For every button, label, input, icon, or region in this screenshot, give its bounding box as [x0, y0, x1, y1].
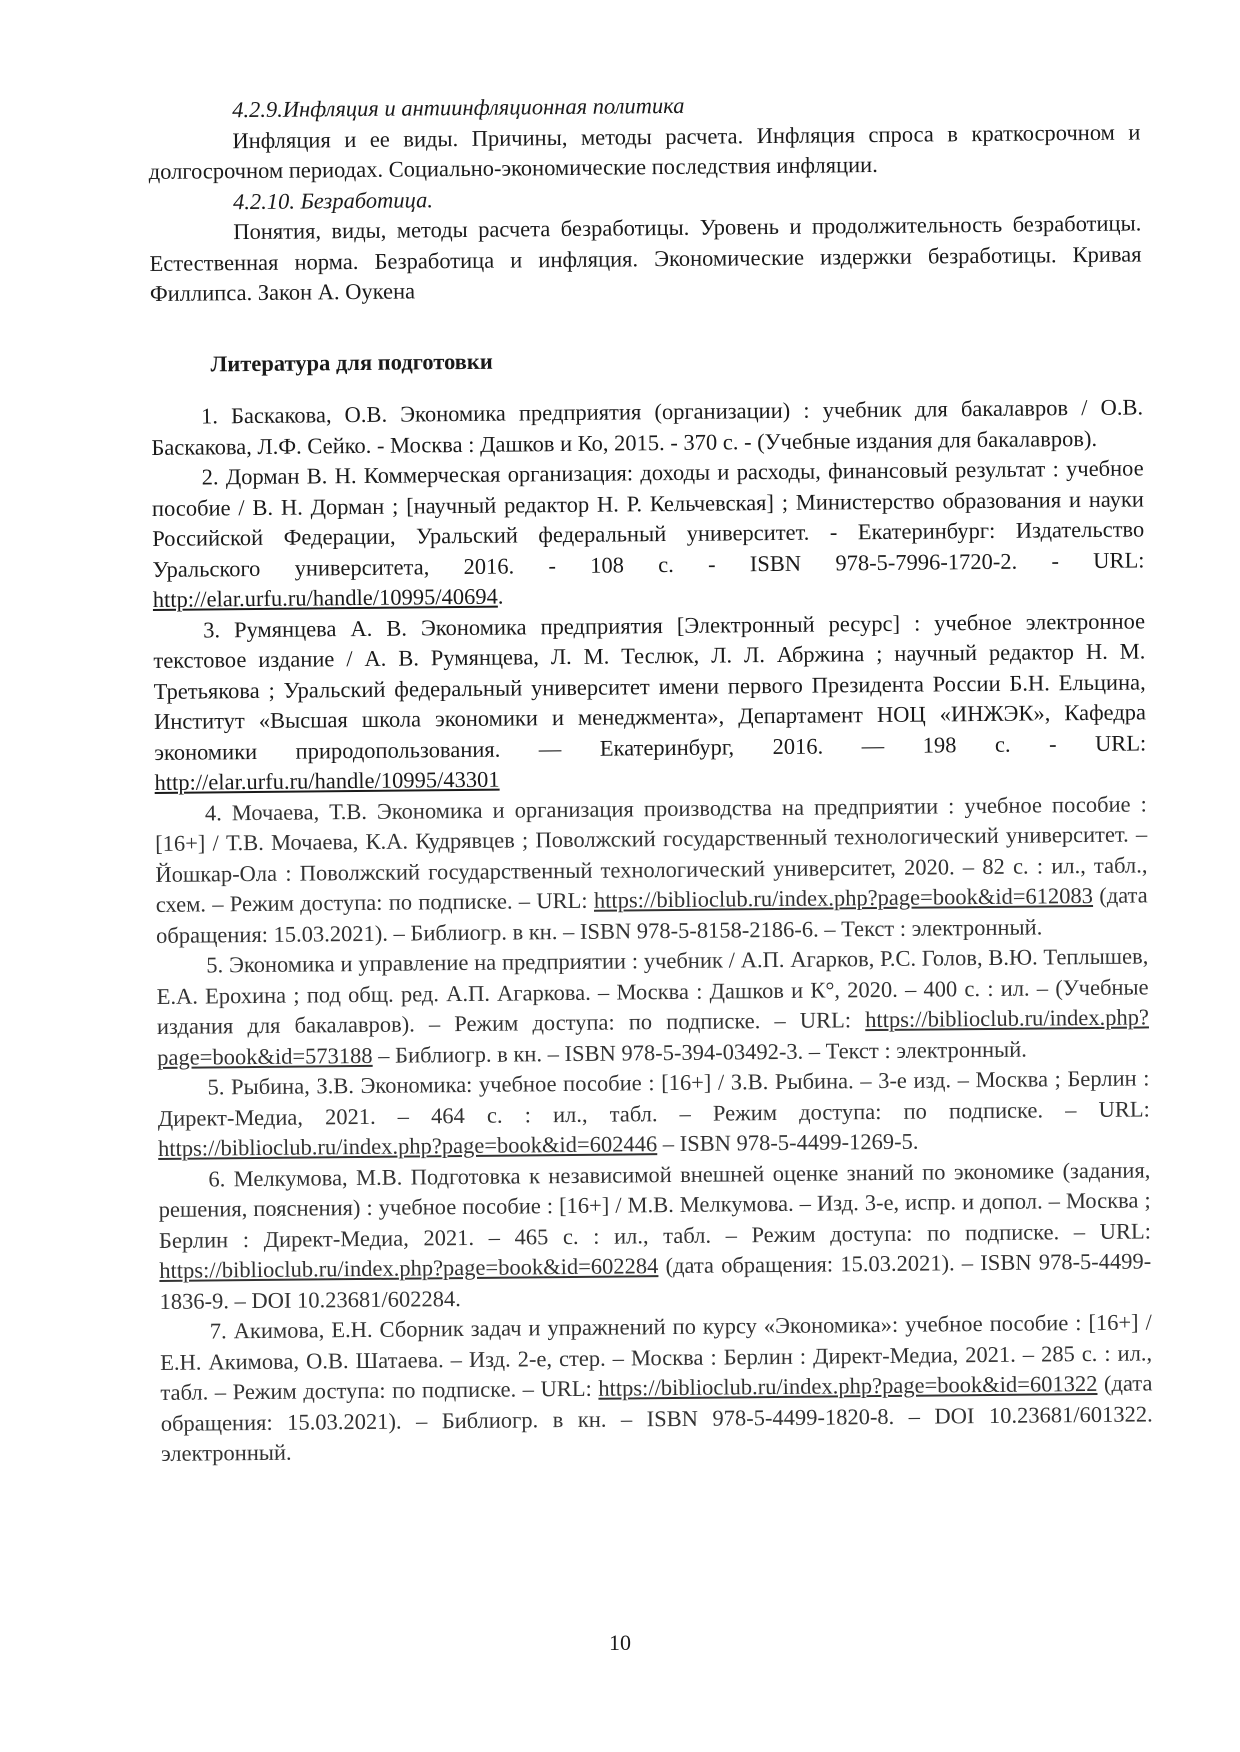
ref-text: 4. Мочаева, Т.В. Экономика и организация производства на предприятии : учебное пособие : [16+] / Т.В. Мочаева, К.А. Кудрявцев ; Поволжский государственный технологический университет. – Йошкар-Ола : Поволжский государственный технологический университет, 2020. – 82 с. : ил., табл., схем. – Режим доступа: по подписке. – URL:: [155, 790, 1148, 917]
literature-item-1: [151, 392, 1144, 463]
literature-item-5b: [157, 1063, 1150, 1164]
ref-link[interactable]: https://biblioclub.ru/index.php?page=book&id=573188: [157, 1004, 1150, 1070]
ref-text: 2. Дорман В. Н. Коммерческая организация: доходы и расходы, финансовый результат : учебное пособие / В. Н. Дорман ; [научный редактор Н. Р. Кельчевская] ; Министерство образования и науки Российской Федерации, Уральский федеральный университет. - Екатеринбург: Издательство Уральского университета, 2016. - 108 с. - ISBN 978-5-7996-1720-2. - URL:: [151, 455, 1145, 582]
literature-item-6: [158, 1155, 1151, 1317]
literature-list: [151, 392, 1153, 1469]
ref-text-after: (дата обращения: 15.03.2021). – Библиогр. в кн. – ISBN 978-5-8158-2186-6. – Текст : электронный.: [155, 882, 1148, 948]
ref-text: 6. Мелкумова, М.В. Подготовка к независимой внешней оценке знаний по экономике (задания, решения, пояснения) : учебное пособие : [16+] / М.В. Мелкумова. – Изд. 3-е, испр. и допол. – Москва ; Берлин : Директ-Медиа, 2021. – 465 с. : ил., табл. – Режим доступа: по подписке. – URL:: [158, 1156, 1152, 1253]
ref-text: 5. Экономика и управление на предприятии : учебник / А.П. Агарков, Р.С. Голов, В.Ю. Теплышев, Е.А. Ерохина ; под общ. ред. А.П. Агаркова. – Москва : Дашков и К°, 2020. – 400 с. : ил. – (Учебные издания для бакалавров). – Режим доступа: по подписке. – URL:: [156, 943, 1149, 1039]
literature-item-2: [152, 453, 1145, 615]
literature-heading: Литература для подготовки: [210, 348, 493, 376]
ref-text-after: (дата обращения: 15.03.2021). – Библиогр. в кн. – ISBN 978-5-4499-1820-8. – DOI 10.23681/601322. электронный.: [160, 1370, 1153, 1466]
section-title-unemployment: 4.2.10. Безработица.: [232, 186, 434, 214]
section-text-inflation: Инфляция и ее виды. Причины, методы расчета. Инфляция спроса в краткосрочном и долгосрочном периодах. Социально-экономические последствия инфляции.: [148, 118, 1141, 184]
ref-link[interactable]: http://elar.urfu.ru/handle/10995/43301: [154, 766, 500, 795]
ref-text: 1. Баскакова, О.В. Экономика предприятия (организации) : учебник для бакалавров / О.В. Баскакова, Л.Ф. Сейко. - Москва : Дашков и Ко, 2015. - 370 с. - (Учебные издания для бакалавров).: [151, 394, 1144, 460]
ref-text-after: (дата обращения: 15.03.2021). – ISBN 978-5-4499-1836-9. – DOI 10.23681/602284.: [159, 1248, 1152, 1314]
ref-text: 5. Рыбина, З.В. Экономика: учебное пособие : [16+] / З.В. Рыбина. – 3-е изд. – Москва ; Берлин : Директ-Медиа, 2021. – 464 с. : ил., табл. – Режим доступа: по подписке. – URL:: [157, 1065, 1150, 1131]
ref-link[interactable]: http://elar.urfu.ru/handle/10995/40694: [152, 583, 498, 612]
page-number: 10: [609, 1630, 631, 1655]
ref-text: 3. Румянцева А. В. Экономика предприятия [Электронный ресурс] : учебное электронное текстовое издание / А. В. Румянцева, Л. М. Теслюк, Л. Л. Абржина ; научный редактор Н. М. Третьякова ; Уральский федеральный университет имени первого Президента России Б.Н. Ельцина, Институт «Высшая школа экономики и менеджмента», Департамент НОЦ «ИНЖЭК», Кафедра экономики природопользования. — Екатеринбург, 2016. — 198 с. - URL:: [153, 607, 1147, 765]
ref-text-after: – ISBN 978-5-4499-1269-5.: [657, 1128, 919, 1157]
ref-text: 7. Акимова, Е.Н. Сборник задач и упражнений по курсу «Экономика»: учебное пособие : [16+] / Е.Н. Акимова, О.В. Шатаева. – Изд. 2-е, стер. – Москва : Берлин : Директ-Медиа, 2021. – 285 с. : ил., табл. – Режим доступа: по подписке. – URL:: [160, 1309, 1153, 1405]
literature-item-7: [160, 1307, 1153, 1469]
literature-item-4: [155, 789, 1148, 951]
section-text-unemployment: Понятия, виды, методы расчета безработицы. Уровень и продолжительность безработицы. Естественная норма. Безработица и инфляция. Экономические издержки безработицы. Кривая Филлипса. Закон А. Оукена: [149, 210, 1142, 306]
ref-text-after: – Библиогр. в кн. – ISBN 978-5-394-03492-3. – Текст : электронный.: [372, 1036, 1027, 1068]
literature-item-5a: [156, 941, 1149, 1073]
literature-item-3: [153, 606, 1147, 799]
ref-text-after: .: [497, 583, 504, 609]
ref-link[interactable]: https://biblioclub.ru/index.php?page=book&id=602446: [157, 1131, 658, 1161]
section-title-inflation: 4.2.9.Инфляция и антиинфляционная политика: [232, 92, 685, 123]
ref-link[interactable]: https://biblioclub.ru/index.php?page=book&id=601322: [598, 1370, 1098, 1401]
document-page: [148, 86, 1153, 1469]
ref-link[interactable]: https://biblioclub.ru/index.php?page=book&id=612083: [593, 882, 1094, 913]
ref-link[interactable]: https://biblioclub.ru/index.php?page=book&id=602284: [159, 1253, 659, 1283]
